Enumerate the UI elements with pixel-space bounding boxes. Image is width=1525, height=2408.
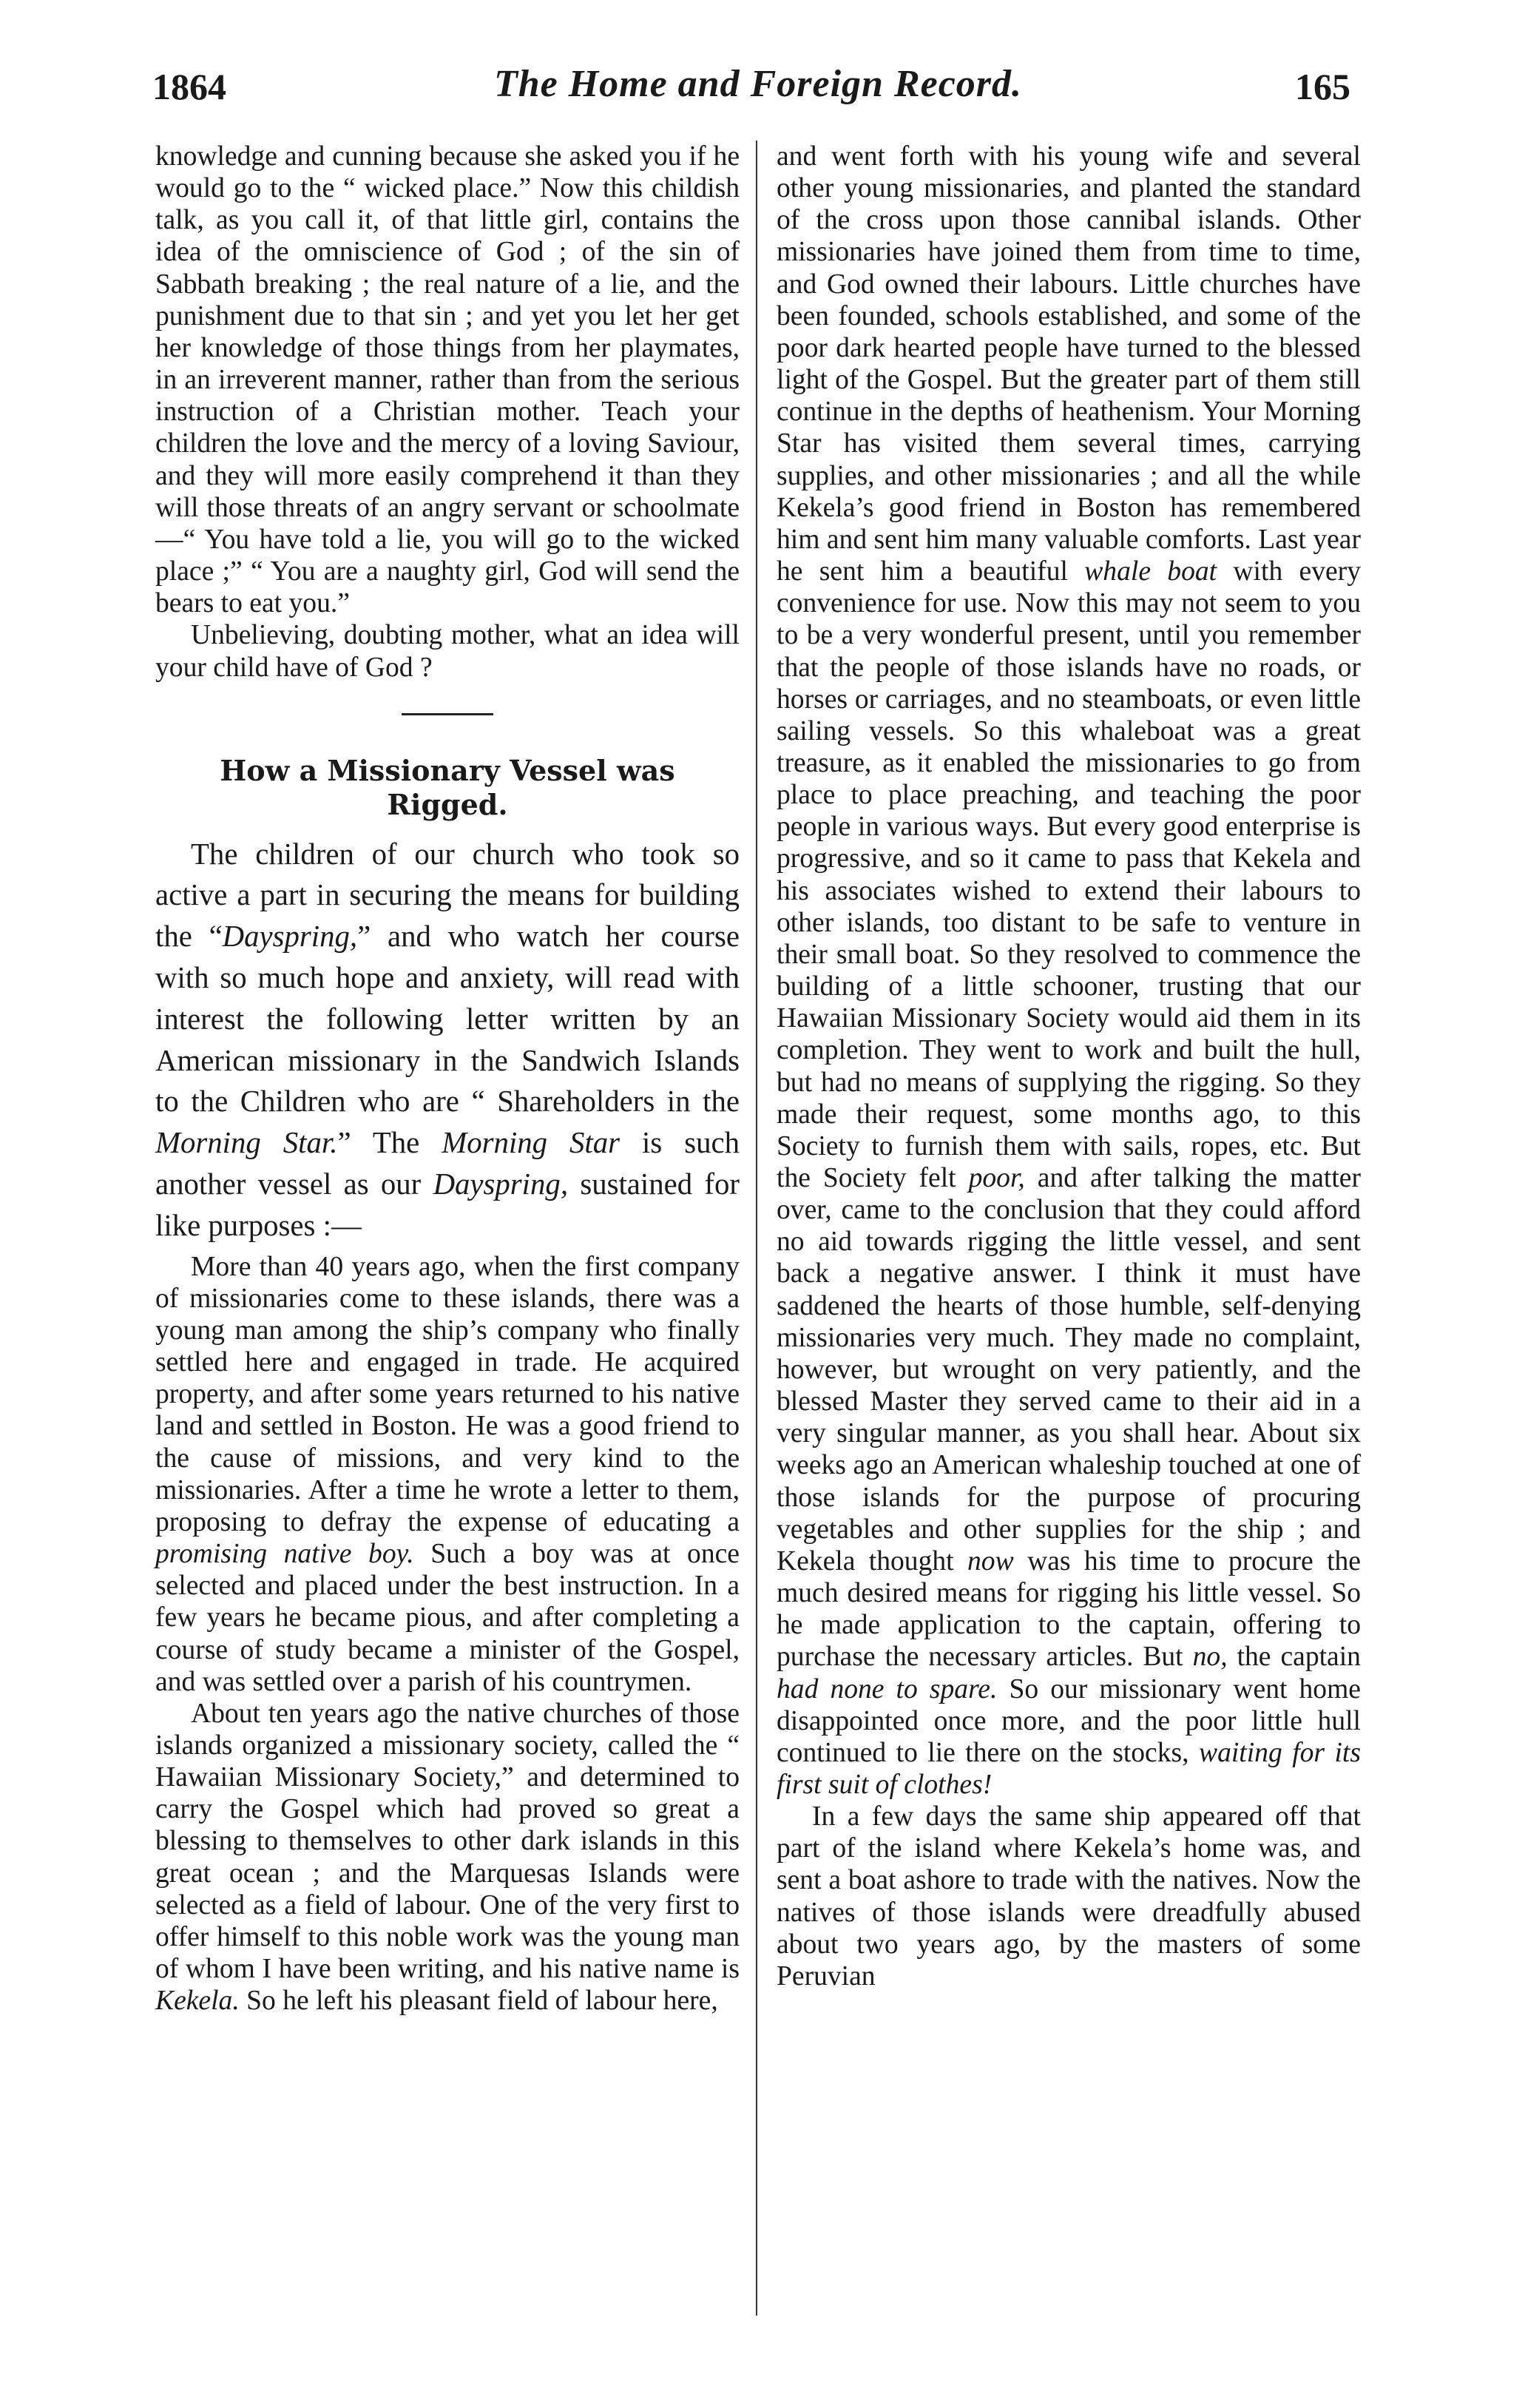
article-title [155, 754, 740, 822]
left-column [155, 141, 740, 2017]
header-year: 1864 [152, 66, 226, 107]
text-run: ” and who watch her course with so much hope and anxiety, will read with interest the following letter written by an American missionary in the Sandwich Islands to the Children who are “ Shareholders in the [155, 920, 740, 1119]
text-run: with every convenience for use. Now this may not seem to you to be a very wonderful present, until you remember that the people of those islands have no roads, or horses or carriages, and no steamboats, or even little sailing vessels. So this whaleboat was a great treasure, as it enabled the missionaries to go from place to place preaching, and teaching the poor people in various ways. But every good enterprise is progressive, and so it came to pass that Kekela and his associates wished to extend their labours to other islands, too distant to be safe to venture in their small boat. So they resolved to commence the building of a little schooner, trusting that our Hawaiian Missionary Society would aid them in its completion. They went to work and built the hull, but had no means of supplying the rigging. So they made their request, some months ago, to this Society to furnish them with sails, ropes, etc. But the Society felt [777, 556, 1361, 1193]
text-run: The children of our church who took so active a part in securing the means for building the “ [155, 837, 740, 954]
section-separator [402, 713, 493, 715]
italic-run: had none to spare. [777, 1673, 998, 1704]
page-number: 165 [1295, 66, 1350, 107]
italic-run: Dayspring, [222, 920, 358, 954]
text-run: was his time to procure the much desired means for rigging his little vessel. So he made application to the captain, offering to purchase the necessary articles. But [777, 1545, 1361, 1673]
column-divider [756, 141, 757, 2316]
text-run: ” The [337, 1126, 420, 1160]
article-title-line: How a Missionary Vessel was [220, 753, 675, 787]
paragraph: Unbelieving, doubting mother, what an idea will your child have of God ? [155, 620, 740, 683]
italic-run: promising native boy. [155, 1539, 414, 1570]
journal-title: The Home and Foreign Record. [493, 63, 1023, 105]
right-column [777, 141, 1361, 1992]
text-run: So our missionary went home disappointed once more, and the poor little hull continued to lie there on the stocks, [777, 1673, 1361, 1768]
text-run: So he left his pleasant field of labour here, [246, 1986, 718, 2017]
text-run: is such another vessel as our [155, 1126, 740, 1201]
text-run: More than 40 years ago, when the first company of missionaries come to these islands, there was a young man among the ship’s company who finally settled here and engaged in trade. He acquired property, and after some years returned to his native land and settled in Boston. He was a good friend to the cause of missions, and very kind to the missionaries. After a time he wrote a letter to them, proposing to defray the expense of educating a [155, 1251, 740, 1537]
article-title-line: Rigged. [387, 787, 508, 821]
italic-run: Dayspring, [433, 1167, 569, 1201]
text-run: About ten years ago the native churches of those islands organized a missionary society, called the “ Hawaiian Missionary Society,” and determined to carry the Gospel which had proved so great a blessing to themselves to other dark islands in this great ocean ; and the Marquesas Islands were selected as a field of labour. One of the very first to offer himself to this noble work was the young man of whom I have been writing, and his native name is [155, 1698, 740, 1985]
paragraph [777, 141, 1361, 1801]
text-run: the captain [1237, 1642, 1361, 1673]
paragraph [155, 1251, 740, 1698]
paragraph: In a few days the same ship appeared off that part of the island where Kekela’s home was, and sent a boat ashore to trade with the natives. Now the natives of those islands were dreadfully abused about two years ago, by the masters of some Peruvian [777, 1801, 1361, 1992]
italic-run: Morning Star [442, 1126, 621, 1160]
text-run: Such a boy was at once selected and placed under the best instruction. In a few years he became pious, and after completing a course of study became a minister of the Gospel, and was settled over a parish of his countrymen. [155, 1539, 740, 1697]
paragraph [155, 1698, 740, 2017]
text-run: and went forth with his young wife and several other young missionaries, and planted the standard of the cross upon those cannibal islands. Other missionaries have joined them from time to time, and God owned their labours. Little churches have been founded, schools established, and some of the poor dark hearted people have turned to the blessed light of the Gospel. But the greater part of them still continue in the depths of heathenism. Your Morning Star has visited them several times, carrying supplies, and other missionaries ; and all the while Kekela’s good friend in Boston has remembered him and sent him many valuable comforts. Last year he sent him a beautiful [777, 141, 1361, 587]
intro-paragraph [155, 834, 740, 1247]
italic-run: Morning Star. [155, 1126, 338, 1160]
italic-run: now [967, 1545, 1014, 1576]
paragraph: knowledge and cunning because she asked you if he would go to the “ wicked place.” Now this childish talk, as you call it, of that little girl, contains the idea of the omniscience of God ; of the sin of Sabbath breaking ; the real nature of a lie, and the punishment due to that sin ; and yet you let her get her knowledge of those things from her playmates, in an irreverent manner, rather than from the serious instruction of a Christian mother. Teach your children the love and the mercy of a loving Saviour, and they will more easily comprehend it than they will those threats of an angry servant or schoolmate—“ You have told a lie, you will go to the wicked place ;” “ You are a naughty girl, God will send the bears to eat you.” [155, 141, 740, 619]
italic-run: whale boat [1084, 556, 1217, 587]
text-run: and after talking the matter over, came to the conclusion that they could afford no aid towards rigging the little vessel, and sent back a negative answer. I think it must have saddened the hearts of those humble, self-denying missionaries very much. They made no complaint, however, but wrought on very patiently, and the blessed Master they served came to their aid in a very singular manner, as you shall hear. About six weeks ago an American whaleship touched at one of those islands for the purpose of procuring vegetables and other supplies for the ship ; and Kekela thought [777, 1163, 1361, 1576]
italic-run: Kekela. [155, 1986, 240, 2017]
italic-run: waiting for its first suit of clothes! [777, 1737, 1361, 1800]
text-run: sustained for like purposes :— [155, 1167, 740, 1242]
running-header [148, 58, 1368, 117]
italic-run: poor, [968, 1163, 1025, 1193]
italic-run: no, [1192, 1642, 1228, 1673]
